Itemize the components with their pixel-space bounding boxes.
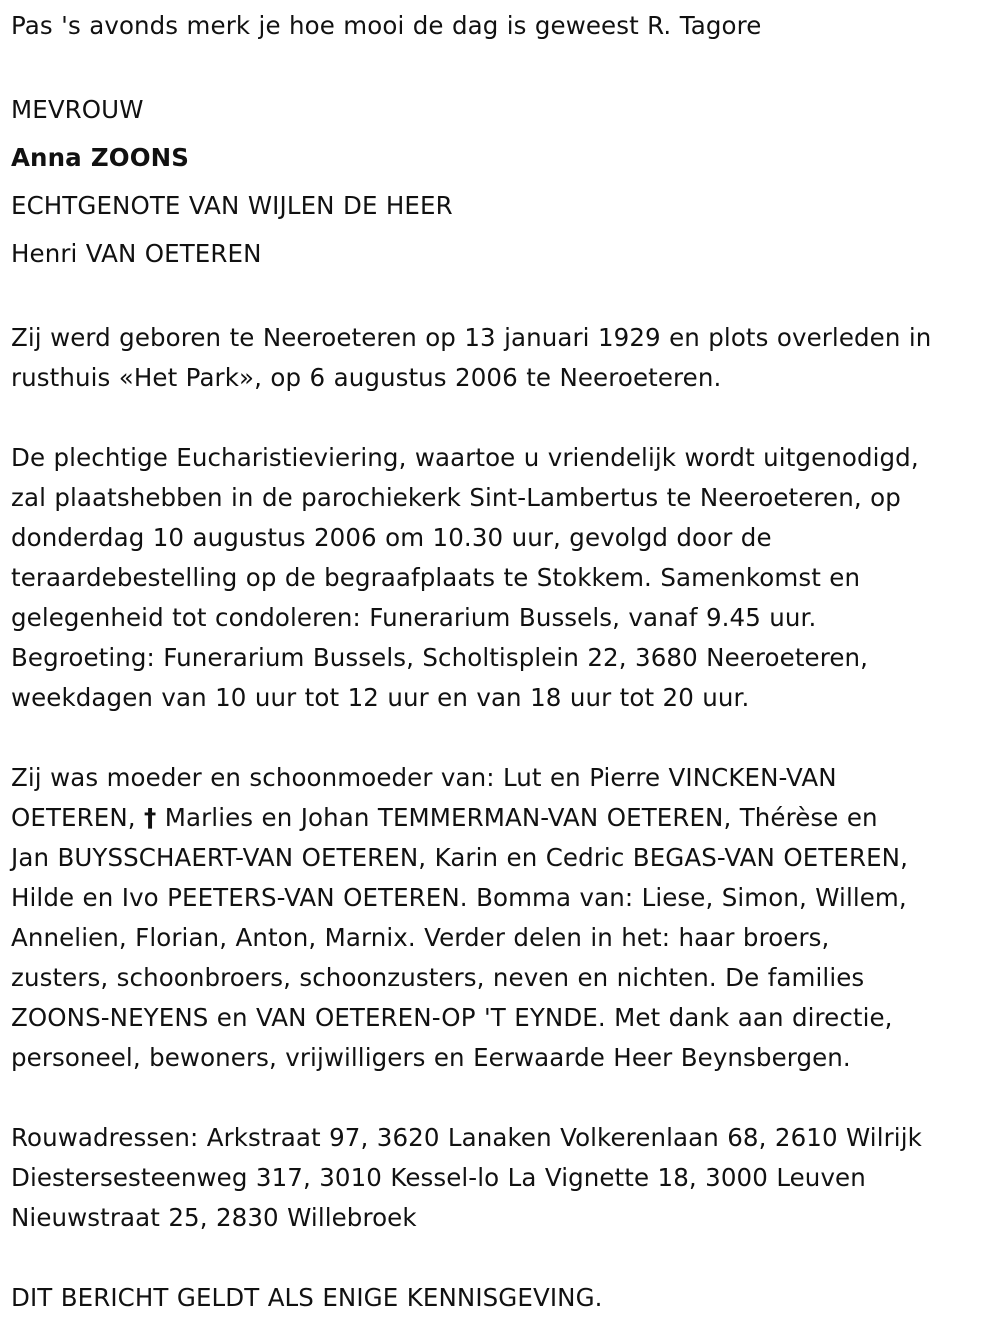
spacer [11, 46, 990, 86]
paragraph-line: De plechtige Eucharistieviering, waartoe u vriendelijk wordt uitgenodigd, [11, 443, 919, 472]
paragraph-line: Annelien, Florian, Anton, Marnix. Verder delen in het: haar broers, [11, 923, 830, 952]
paragraph-line: personeel, bewoners, vrijwilligers en Eerwaarde Heer Beynsbergen. [11, 1043, 851, 1072]
notice-line: DIT BERICHT GELDT ALS ENIGE KENNISGEVING. [11, 1283, 603, 1312]
spacer [11, 718, 990, 758]
paragraph-line: Zij was moeder en schoonmoeder van: Lut en Pierre VINCKEN-VAN [11, 763, 837, 792]
text-fragment: OETEREN, [11, 803, 145, 832]
paragraph-line: gelegenheid tot condoleren: Funerarium Bussels, vanaf 9.45 uur. [11, 603, 817, 632]
spouse-name: Henri VAN OETEREN [11, 239, 262, 268]
paragraph-line: Rouwadressen: Arkstraat 97, 3620 Lanaken Volkerenlaan 68, 2610 Wilrijk [11, 1123, 922, 1152]
spacer [11, 1078, 990, 1118]
paragraph-line: rusthuis «Het Park», op 6 augustus 2006 te Neeroeteren. [11, 363, 722, 392]
cross-icon: † [144, 803, 157, 832]
spacer [11, 398, 990, 438]
family-paragraph [11, 758, 990, 1078]
quote-line: Pas 's avonds merk je hoe mooi de dag is geweest R. Tagore [11, 11, 762, 40]
birth-death-paragraph [11, 318, 990, 398]
paragraph-line: Begroeting: Funerarium Bussels, Scholtisplein 22, 3680 Neeroeteren, [11, 643, 869, 672]
spacer [11, 1238, 990, 1278]
paragraph-line: Nieuwstraat 25, 2830 Willebroek [11, 1203, 417, 1232]
title-honorific: MEVROUW [11, 95, 144, 124]
paragraph-line: donderdag 10 augustus 2006 om 10.30 uur, gevolgd door de [11, 523, 772, 552]
paragraph-line: Zij werd geboren te Neeroeteren op 13 januari 1929 en plots overleden in [11, 323, 932, 352]
ceremony-paragraph [11, 438, 990, 718]
paragraph-line: teraardebestelling op de begraafplaats te Stokkem. Samenkomst en [11, 563, 861, 592]
paragraph-line: Jan BUYSSCHAERT-VAN OETEREN, Karin en Cedric BEGAS-VAN OETEREN, [11, 843, 908, 872]
text-fragment: Marlies en Johan TEMMERMAN-VAN OETEREN, Thérèse en [156, 803, 878, 832]
paragraph-line: zusters, schoonbroers, schoonzusters, neven en nichten. De families [11, 963, 865, 992]
paragraph-line: weekdagen van 10 uur tot 12 uur en van 18 uur tot 20 uur. [11, 683, 750, 712]
relation-line: ECHTGENOTE VAN WIJLEN DE HEER [11, 191, 453, 220]
paragraph-line: Hilde en Ivo PEETERS-VAN OETEREN. Bomma van: Liese, Simon, Willem, [11, 883, 907, 912]
addresses-paragraph [11, 1118, 990, 1238]
paragraph-line: zal plaatshebben in de parochiekerk Sint-Lambertus te Neeroeteren, op [11, 483, 901, 512]
paragraph-line [11, 798, 990, 838]
deceased-name: Anna ZOONS [11, 143, 189, 172]
paragraph-line: ZOONS-NEYENS en VAN OETEREN-OP 'T EYNDE. Met dank aan directie, [11, 1003, 893, 1032]
paragraph-line: Diestersesteenweg 317, 3010 Kessel-lo La Vignette 18, 3000 Leuven [11, 1163, 866, 1192]
spacer [11, 278, 990, 318]
